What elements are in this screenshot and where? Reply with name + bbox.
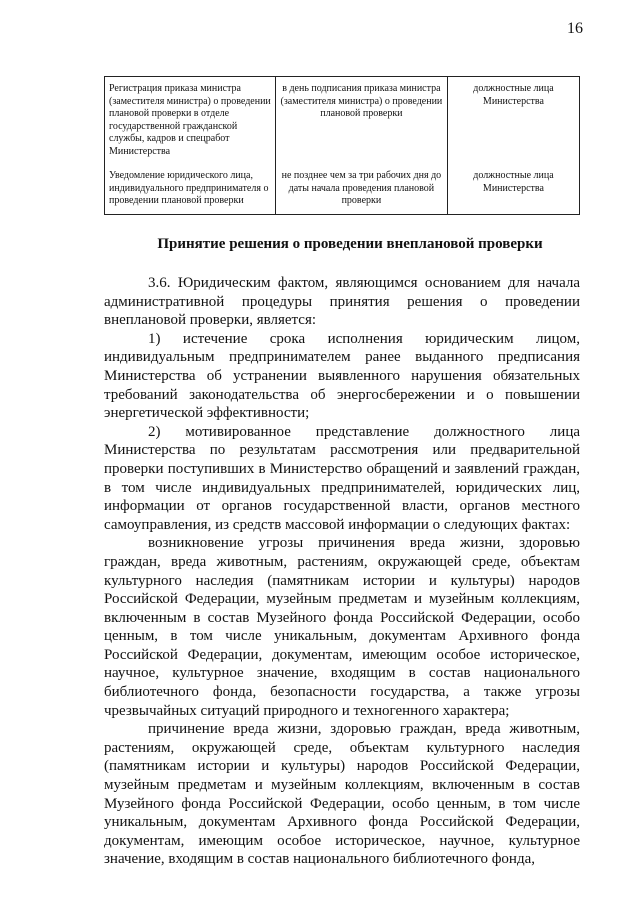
paragraph: 1) истечение срока исполнения юридическим лицом, индивидуальным предпринимателем ранее выданного предписания Министерства об устранении выявленного нарушения обязательных требований законодательства об энергосбережении и о повышении энергетической эффективности; <box>104 330 580 422</box>
table-cell-responsible: должностные лица Министерства <box>447 77 579 163</box>
paragraph: 3.6. Юридическим фактом, являющимся основанием для начала административной процедуры принятия решения о проведении внеплановой проверки, является: <box>104 275 580 329</box>
table-cell-term: не позднее чем за три рабочих дня до даты начала проведения плановой проверки <box>275 162 447 214</box>
table-cell-term: в день подписания приказа министра (заместителя министра) о проведении плановой проверки <box>275 77 447 163</box>
table-row <box>105 77 580 163</box>
page-number: 16 <box>567 20 583 37</box>
table-row <box>105 162 580 214</box>
section-heading: Принятие решения о проведении внеплановой проверки <box>157 236 543 252</box>
paragraph: 2) мотивированное представление должностного лица Министерства по результатам рассмотрения или предварительной проверки поступивших в Министерство обращений и заявлений граждан, в том числе индивидуальных предпринимателей, юридических лиц, информации от органов государственной власти, органов местного самоуправления, из средств массовой информации о следующих фактах: <box>104 423 580 533</box>
table-cell-action: Уведомление юридического лица, индивидуального предпринимателя о проведении плановой проверки <box>105 162 276 214</box>
body-text <box>104 274 580 869</box>
procedure-table <box>104 76 580 215</box>
paragraph: причинение вреда жизни, здоровью граждан, вреда животным, растениям, окружающей среде, объектам культурного наследия (памятникам истории и культуры) народов Российской Федерации, музейным предметам и музейным коллекциям, включенным в состав Музейного фонда Российской Федерации, особо ценным, в том числе уникальным, документам Архивного фонда Российской Федерации, документам, имеющим особое историческое, научное, культурное значение, входящим в состав национального библиотечного фонда, <box>104 721 580 868</box>
table-cell-action: Регистрация приказа министра (заместителя министра) о проведении плановой проверки в отделе государственной гражданской службы, кадров и спецработ Министерства <box>105 77 276 163</box>
table-cell-responsible: должностные лица Министерства <box>447 162 579 214</box>
paragraph: возникновение угрозы причинения вреда жизни, здоровью граждан, вреда животным, растениям, окружающей среде, объектам культурного наследия (памятникам истории и культуры) народов Российской Федерации, музейным предметам и музейным коллекциям, включенным в состав Музейного фонда Российской Федерации, особо ценным, в том числе уникальным, документам Архивного фонда Российской Федерации, документам, имеющим особое историческое, научное, культурное значение, входящим в состав национального библиотечного фонда, безопасности государства, а также угрозы чрезвычайных ситуаций природного и техногенного характера; <box>104 535 580 719</box>
